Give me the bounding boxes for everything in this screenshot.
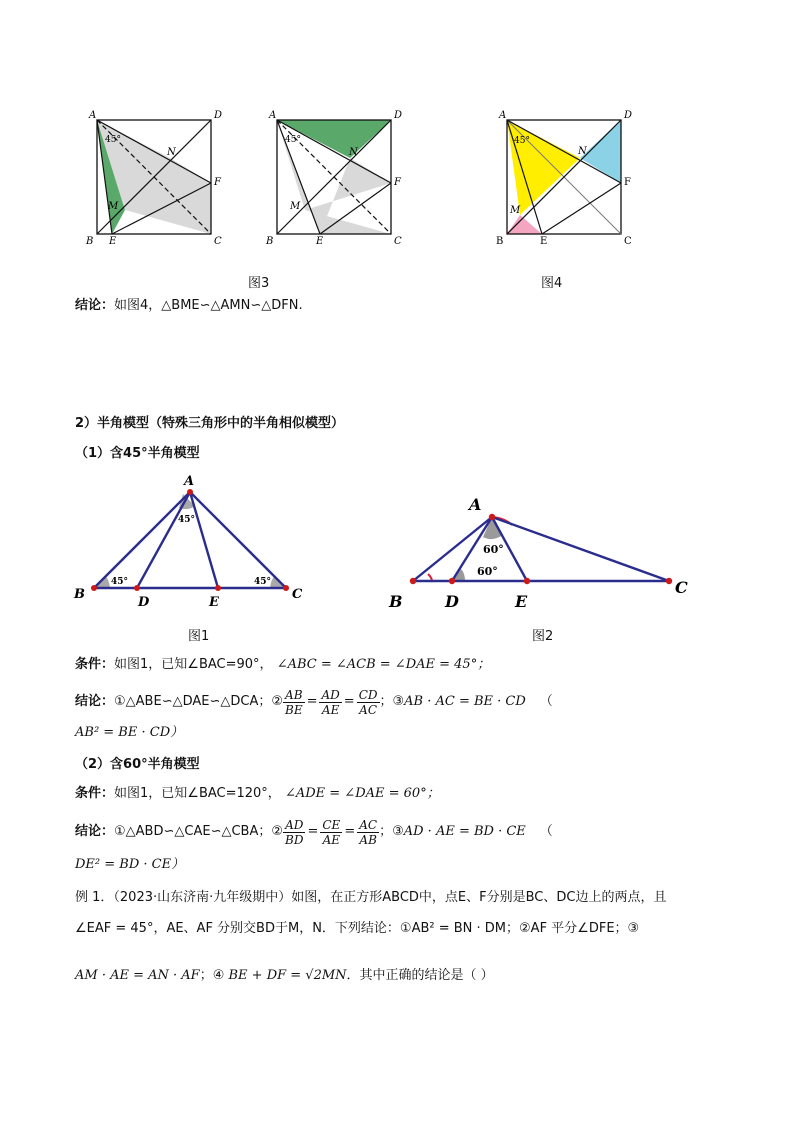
label-n: N	[167, 147, 176, 158]
label-b: B	[86, 236, 94, 247]
label-m: M	[108, 201, 119, 212]
condition-label: 条件：	[75, 786, 115, 801]
label-c: C	[675, 578, 688, 597]
figure-4	[490, 105, 640, 250]
condition-label: 条件：	[75, 657, 115, 672]
label-b: B	[496, 236, 504, 247]
subsection-45: （1）含45°半角模型	[75, 446, 200, 461]
angle-label: 45°	[105, 135, 121, 145]
condition-text-1: 如图1，已知∠BAC=120°，	[114, 786, 281, 801]
fig2-caption: 图2	[532, 629, 554, 644]
label-m: M	[290, 201, 301, 212]
angle-label: 45°	[285, 135, 301, 145]
statement-4: BE + DF = √2MN	[228, 968, 347, 983]
label-d: D	[445, 592, 459, 611]
model45-conclusion-line2: AB² = BE · CD）	[75, 725, 184, 740]
label-a: A	[184, 474, 195, 489]
label-c: C	[624, 236, 632, 247]
fraction-3: $\frac{AC}{AB}$	[359, 817, 378, 847]
conclusion-label: 结论：	[75, 824, 115, 839]
section-title: 2）半角模型（特殊三角形中的半角相似模型）	[75, 416, 345, 431]
model45-conclusion: 结论： ①△ABE∽△DAE∽△DCA；② $\frac{AB}{BE}$ = $\frac{AD}{AE}$ = $\frac{CD}{AC}$ ；③ AB · AC = BE · CD （	[75, 687, 553, 717]
figure-3-right	[260, 105, 410, 250]
label-d: D	[624, 110, 633, 121]
conclusion-part-1: ①△ABD∽△CAE∽△CBA；②	[114, 824, 283, 839]
label-a: A	[499, 110, 507, 121]
label-f: F	[214, 177, 221, 188]
label-b: B	[389, 592, 403, 611]
example1-line1: 例 1．（2023·山东济南·九年级期中）如图，在正方形ABCD中，点E、F分别是BC、DC边上的两点，且	[75, 890, 667, 905]
condition-text-2: ∠ADE = ∠DAE = 60°；	[284, 786, 440, 801]
label-e: E	[316, 236, 324, 247]
conclusion-text: 如图4，△BME∽△AMN∽△DFN.	[114, 298, 303, 313]
condition-text-1: 如图1，已知∠BAC=90°，	[114, 657, 273, 672]
fraction-1: $\frac{AD}{BD}$	[285, 817, 304, 847]
paren-open: （	[539, 824, 553, 839]
label-a: A	[269, 110, 277, 121]
model60-conclusion: 结论： ①△ABD∽△CAE∽△CBA；② $\frac{AD}{BD}$ = $\frac{CE}{AE}$ = $\frac{AC}{AB}$ ；③ AD · AE = BD · CE （	[75, 817, 553, 847]
label-c: C	[214, 236, 222, 247]
conclusion-part-3: ；③	[379, 824, 404, 839]
label-e: E	[109, 236, 117, 247]
label-a: A	[469, 495, 482, 514]
fig1-caption: 图1	[188, 629, 210, 644]
fraction-2: $\frac{CE}{AE}$	[322, 817, 341, 847]
example1-line3: AM · AE = AN · AF；④ BE + DF = √2MN．其中正确的结论是（ ）	[75, 968, 494, 983]
model60-conclusion-line2: DE² = BD · CE）	[75, 857, 185, 872]
label-d: D	[138, 595, 150, 610]
subsection-60: （2）含60°半角模型	[75, 757, 200, 772]
paren-open: （	[539, 694, 553, 709]
model60-condition	[75, 785, 440, 803]
conclusion-fig4	[75, 297, 303, 315]
condition-text-2: ∠ABC = ∠ACB = ∠DAE = 45°；	[276, 657, 491, 672]
conclusion-label: 结论：	[75, 298, 115, 313]
label-d: D	[214, 110, 223, 121]
angle-label-d: 60°	[477, 565, 498, 578]
label-e: E	[515, 592, 528, 611]
angle-label-a: 60°	[483, 543, 504, 556]
fraction-2: $\frac{AD}{AE}$	[321, 687, 340, 717]
label-b: B	[266, 236, 274, 247]
label-e: E	[209, 595, 219, 610]
fig3-caption: 图3	[248, 276, 270, 291]
label-f: F	[624, 177, 631, 188]
label-e: E	[540, 236, 548, 247]
conclusion-product: AB · AC = BE · CD	[404, 694, 526, 709]
angle-label: 45°	[514, 136, 530, 146]
figure-1-45	[70, 470, 320, 615]
label-m: M	[510, 205, 521, 216]
angle-label-c: 45°	[254, 577, 272, 587]
fig4-caption: 图4	[541, 276, 563, 291]
label-a: A	[89, 110, 97, 121]
figure-2-60	[385, 485, 705, 615]
label-c: C	[394, 236, 402, 247]
label-b: B	[74, 587, 85, 602]
example1-line2: ∠EAF = 45°，AE、AF 分别交BD于M，N．下列结论：①AB² = BN · DM；②AF 平分∠DFE；③	[75, 921, 640, 936]
fraction-1: $\frac{AB}{BE}$	[285, 687, 303, 717]
label-n: N	[578, 146, 587, 157]
label-d: D	[394, 110, 403, 121]
fraction-3: $\frac{CD}{AC}$	[358, 687, 378, 717]
conclusion-part-3: ；③	[379, 694, 405, 709]
conclusion-product: AD · AE = BD · CE	[403, 824, 526, 839]
angle-label-b: 45°	[111, 577, 129, 587]
label-f: F	[394, 177, 401, 188]
conclusion-part-1: ①△ABE∽△DAE∽△DCA；②	[114, 694, 283, 709]
angle-label-a: 45°	[178, 515, 196, 525]
conclusion-label: 结论：	[75, 694, 115, 709]
statement-3: AM · AE = AN · AF	[75, 968, 200, 983]
label-n: N	[349, 147, 358, 158]
figure-3-left	[80, 105, 230, 250]
model45-condition	[75, 656, 490, 674]
label-c: C	[292, 587, 303, 602]
